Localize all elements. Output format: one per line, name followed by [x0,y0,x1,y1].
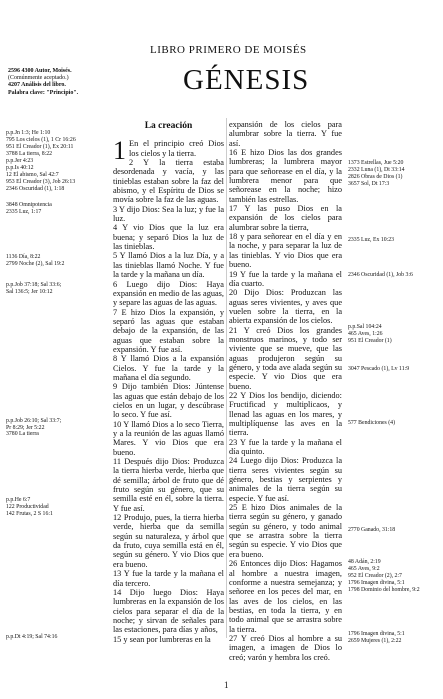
meta-line: 2596 4300 Autor, Moisés. [8,68,72,74]
margin-reference: 2332 Luna (1), Dt 33:14 [348,167,405,173]
margin-reference: 951 El Creador (1) [348,338,392,344]
margin-reference: 1796 Imagen divina, 5:1 [348,631,405,637]
verse: 26 Entonces dijo Dios: Hagamos al hombre a nuestra imagen, conforme a nuestra semejanza; y señoree en los peces del mar, en las aves de los cielos, en las bestias, en toda la tierra, y en todo animal que se arrastra sobre la tierra. [229,559,342,634]
page-number: 1 [224,680,229,690]
meta-line: 4207 Análisis del libro. [8,82,66,89]
margin-reference: 12 El abismo, Sal 42:7 [6,172,59,178]
margin-reference: 2799 Noche (2), Sal 19:2 [6,261,65,267]
margin-reference: 1796 Imagen divina, 5:1 [348,580,405,586]
verse: 18 y para señorear en el día y en la noche, y para separar la luz de las tinieblas. Y vio Dios que era bueno. [229,232,342,270]
section-heading: La creación [144,121,193,131]
margin-reference: 465 Aves, 9:2 [348,566,380,572]
verse: 17 Y las puso Dios en la expansión de los cielos para alumbrar sobre la tierra, [229,204,342,232]
margin-reference: 2346 Oscuridad (1), Job 3:6 [348,272,413,278]
margin-reference: 795 Los cielos (1), 1 Cr 16:26 [6,137,76,143]
margin-reference: 2335 Luz, Ex 10:23 [348,237,395,243]
margin-reference: Sal 136:5; Jer 10:12 [6,289,53,295]
verse: 16 E hizo Dios las dos grandes lumbreras; la lumbrera mayor para que señorease en el día, y la lumbrera menor para que señorease en la noche; hizo también las estrellas. [229,148,342,204]
verse: 19 Y fue la tarde y la mañana el día cuarto. [229,269,342,288]
margin-reference: p.p.Is 40:12 [6,165,34,171]
intro-notes [8,68,158,97]
margin-reference: 2826 Obras de Dios (1) [348,174,403,180]
verse: 1 En el principio creó Dios los cielos y la tierra. [113,136,224,166]
margin-reference: p.p.Sal 104:24 [348,324,382,330]
margin-reference: 3780 La tierra [6,431,39,437]
verse: 8 Y llamó Dios a la expansión Cielos. Y fue la tarde y la mañana el día segundo. [113,354,224,382]
margin-reference: 2659 Mujeres (1), 2:22 [348,638,402,644]
verse: 27 Y creó Dios al hombre a su imagen, a imagen de Dios lo creó; varón y hembra los creó. [229,633,342,662]
verse: 9 Dijo también Dios: Júntense las aguas que están debajo de los cielos en un lugar, y descúbrase lo seco. Y fue así. [113,382,224,420]
book-subtitle: LIBRO PRIMERO DE MOISÉS [150,44,307,56]
margin-reference: 3657 Sol, Dt 17:3 [348,181,390,187]
margin-reference: 1136 Día, 8:22 [6,254,41,260]
verse: 12 Produjo, pues, la tierra hierba verde, hierba que da semilla según su naturaleza, y árbol que da fruto, cuya semilla está en él, según su género. Y vio Dios que era bueno. [113,513,224,569]
column-divider [226,118,227,638]
meta-line: (Comúnmente aceptado.) [8,75,69,82]
margin-reference: 577 Bendiciones (4) [348,420,396,426]
verse: 22 Y Dios los bendijo, diciendo: Fructificad y multiplicaos, y llenad las aguas en los mares, y multiplíquense las aves en la tierra. [229,390,342,438]
verse: 5 Y llamó Dios a la luz Día, y a las tinieblas llamó Noche. Y fue la tarde y la mañana un día. [113,251,224,280]
margin-reference: 1798 Dominio del hombre, 9:2 [348,587,420,593]
margin-reference: p.p.Dt 4:19; Sal 74:16 [6,634,58,640]
margin-reference: p.p.Jer 4:23 [6,158,34,164]
margin-reference: 3047 Pescado (1), Lv 11:9 [348,366,410,372]
margin-reference: 465 Aves, 1:26 [348,331,383,337]
margin-reference: Pr 8:29; Jer 5:22 [6,425,45,431]
verse: 3 Y dijo Dios: Sea la luz; y fue la luz. [113,204,224,224]
verse: 25 E hizo Dios animales de la tierra según su género, y ganado según su género, y todo animal que se arrastra sobre la tierra según su especie. Y vio Dios que era bueno. [229,503,342,559]
text-column-1 [113,120,224,644]
margin-reference: p.p.Job 37:18; Sal 33:6; [6,282,62,288]
verses-column-1 [113,136,224,644]
verse: 2 Y la tierra estaba desordenada y vacía, y las tinieblas estaban sobre la faz del abismo, y el Espíritu de Dios se movía sobre la faz de las aguas. [113,158,224,205]
margin-reference: p.p.He 6:7 [6,497,31,503]
verse: 15 y sean por lumbreras en la [113,634,211,644]
verse: expansión de los cielos para alumbrar sobre la tierra. Y fue así. [229,120,342,148]
verse: 6 Luego dijo Dios: Haya expansión en medio de las aguas, y separe las aguas de las aguas. [113,279,224,308]
margin-reference: 3848 Omnipotencia [6,202,52,208]
margin-reference: 122 Productividad [6,504,49,510]
verse: 4 Y vio Dios que la luz era buena; y separó Dios la luz de las tinieblas. [113,223,224,252]
margin-reference: 2335 Luz, 1:17 [6,209,42,215]
verse: 13 Y fue la tarde y la mañana el día tercero. [113,569,224,588]
verse: 21 Y creó Dios los grandes monstruos marinos, y todo ser viviente que se mueve, que las aguas produjeron según su género, y toda ave alada según su especie. Y vio Dios que era bueno. [229,325,342,391]
margin-reference: 951 El Creador (1), Ex 20:11 [6,144,74,150]
margin-reference: 952 El Creador (2), 2:7 [348,573,402,579]
book-title: GÉNESIS [183,64,310,96]
text-column-2 [229,120,342,662]
verse: 14 Dijo luego Dios: Haya lumbreras en la expansión de los cielos para separar el día de la noche; y sirvan de señales para las estaciones, para días y años, [113,587,224,635]
verses-column-2 [229,120,342,662]
margin-reference: 2770 Ganado, 31:18 [348,527,396,533]
margin-reference: 3788 La tierra, 8:22 [6,151,53,157]
margin-reference: 2346 Oscuridad (1), 1:18 [6,186,65,192]
verse: 24 Luego dijo Dios: Produzca la tierra seres vivientes según su género, bestias y serpientes y animales de la tierra según su especie. Y fue así. [229,456,342,503]
margin-reference: p.p.Jn 1:3; He 1:10 [6,130,51,136]
verse: 11 Después dijo Dios: Produzca la tierra hierba verde, hierba que dé semilla; árbol de fruto que dé fruto según su género, que su semilla esté en él, sobre la tierra. Y fue así. [113,457,224,513]
margin-reference: 953 El Creador (3), Job 26:13 [6,179,76,185]
margin-reference: 48 Adán, 2:19 [348,559,381,565]
verse: 20 Dijo Dios: Produzcan las aguas seres vivientes, y aves que vuelen sobre la tierra, en la abierta expansión de los cielos. [229,288,342,326]
drop-cap: 1 [113,136,126,166]
meta-line: Palabra clave: "Principio". [8,89,79,96]
verse: 7 E hizo Dios la expansión, y separó las aguas que estaban debajo de la expansión, de las aguas que estaban sobre la expansión. Y fue así. [113,307,224,354]
verse: 23 Y fue la tarde y la mañana el día quinto. [229,437,342,457]
margin-reference: 1373 Estrellas, Jue 5:20 [348,160,404,166]
margin-reference: p.p.Job 26:10; Sal 33:7; [6,418,62,424]
verse: 10 Y llamó Dios a lo seco Tierra, y a la reunión de las aguas llamó Mares. Y vio Dios que era bueno. [113,419,224,457]
margin-reference: 142 Frutas, 2 S 16:1 [6,511,53,517]
